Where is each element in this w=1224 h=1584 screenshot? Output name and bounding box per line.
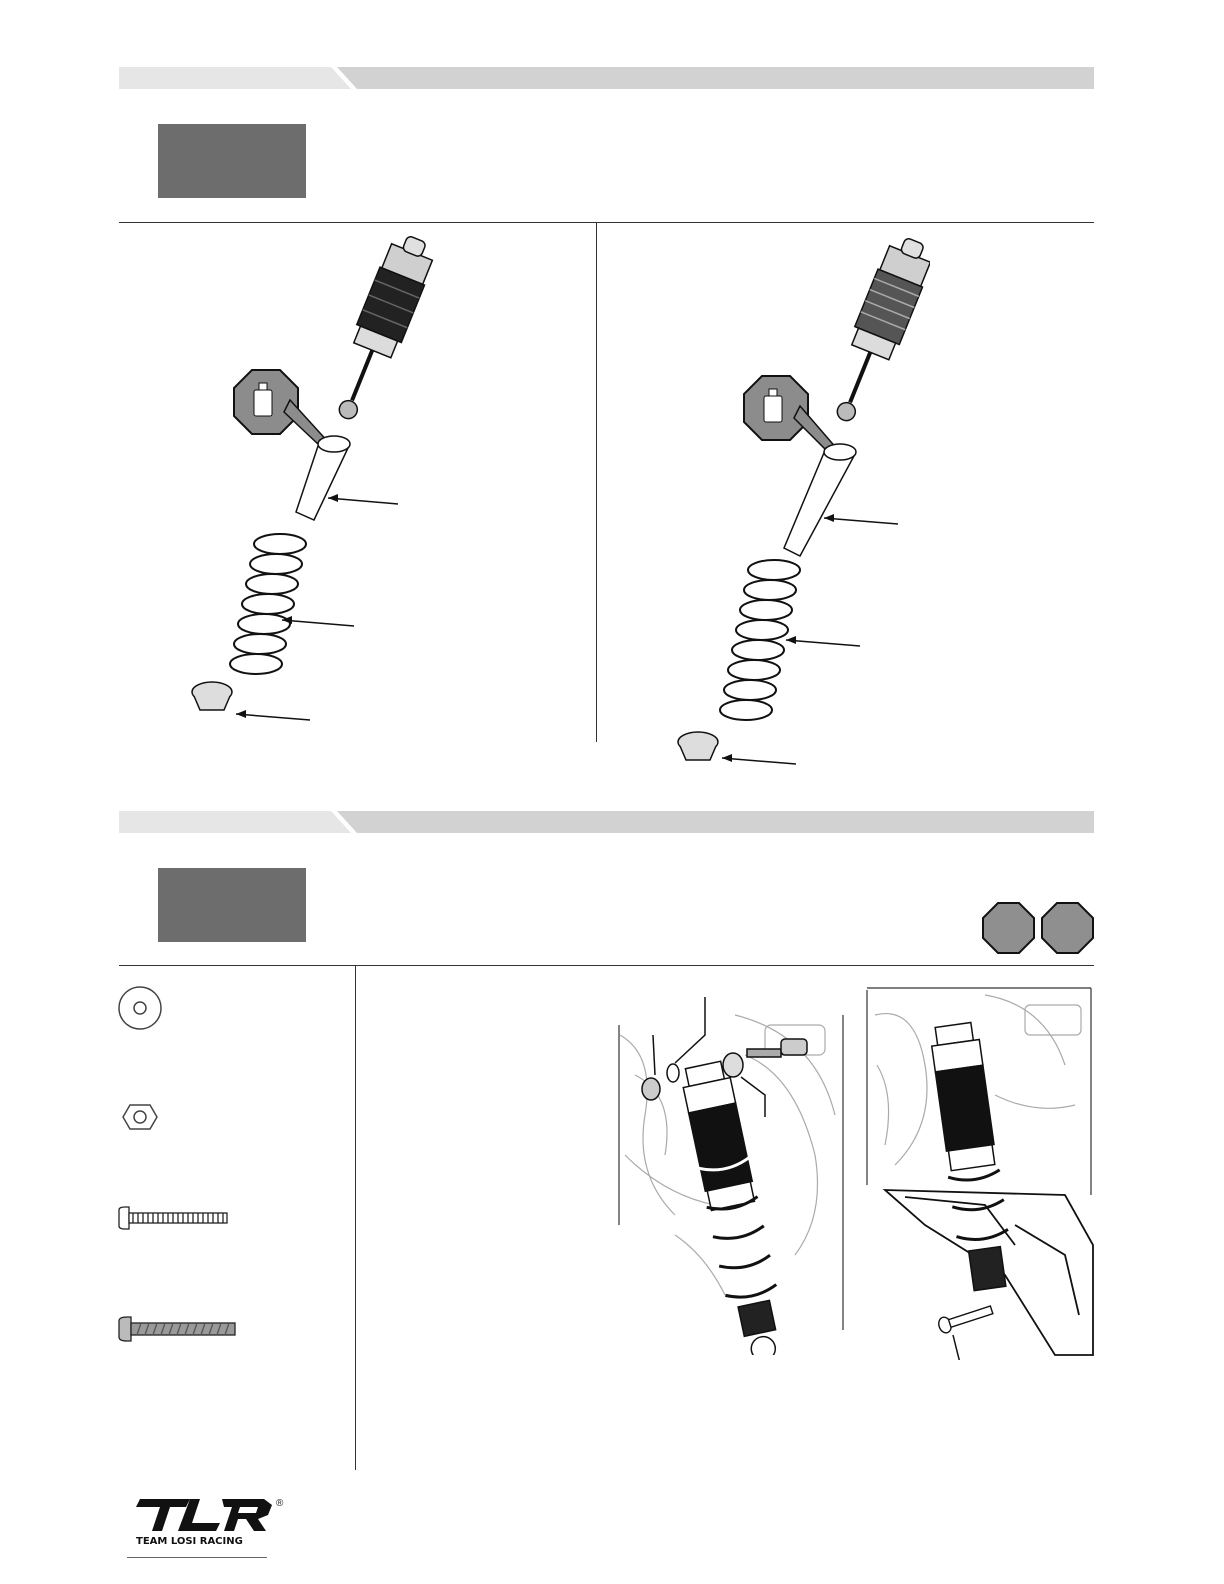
lubricant-bottle-icon (234, 370, 330, 446)
section-2-divider (119, 965, 1094, 966)
left-shock-assembly-illustration (180, 230, 440, 750)
washer-icon (119, 987, 161, 1029)
screw-callout-line (953, 1335, 961, 1360)
footer-link-underline[interactable] (127, 1557, 267, 1558)
shock-spring-icon (230, 534, 306, 674)
lock-nut-icon (123, 1105, 157, 1129)
shock-body-collar-icon (784, 444, 856, 556)
logo-subtext: TEAM LOSI RACING (136, 1536, 243, 1547)
shock-install-illustration-left (615, 995, 845, 1355)
section-1-column-divider (596, 222, 597, 742)
flat-head-screw-icon (937, 1302, 994, 1334)
lock-nut-icon (642, 1078, 660, 1100)
washer-callout-line (675, 997, 705, 1063)
section-2-header-band (119, 811, 1094, 833)
section-1-step-box (158, 124, 306, 198)
flat-head-screw-icon (119, 1317, 235, 1341)
cup-callout-line (236, 714, 310, 720)
right-shock-assembly-illustration (670, 230, 930, 775)
button-head-screw-icon (119, 1207, 227, 1229)
nut-callout-line (653, 1035, 655, 1075)
ball-callout-line (741, 1077, 765, 1117)
shock-install-illustration-right (865, 985, 1095, 1360)
collar-callout-line (328, 498, 398, 504)
tool-octagon-icon (983, 903, 1034, 953)
parts-column-divider (355, 965, 356, 1470)
section-1-header-band (119, 67, 1094, 89)
lubricant-bottle-icon (744, 376, 838, 452)
section-2-step-box (158, 868, 306, 942)
shock-body-collar-icon (296, 436, 350, 520)
collar-callout-line (824, 518, 898, 524)
registered-mark: ® (276, 1498, 284, 1509)
spring-callout-line (786, 640, 860, 646)
washer-icon (667, 1064, 679, 1082)
tool-octagon-icon (1042, 903, 1093, 953)
parts-list (115, 985, 245, 1355)
shock-absorber-icon (821, 232, 930, 429)
spring-callout-line (282, 620, 354, 626)
tlr-logo (134, 1497, 286, 1547)
spring-cup-icon (192, 682, 232, 710)
tool-octagon-icons (982, 902, 1094, 954)
shock-absorber-icon (323, 230, 440, 427)
section-1-divider (119, 222, 1094, 223)
spring-cup-icon (678, 732, 718, 760)
cup-callout-line (722, 758, 796, 764)
shock-absorber-icon (678, 1060, 792, 1355)
